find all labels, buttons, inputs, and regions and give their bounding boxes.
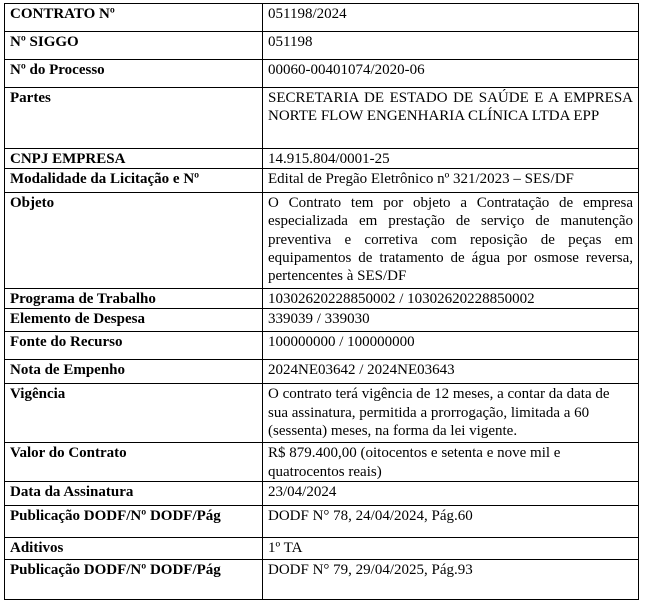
row-contrato bbox=[5, 4, 639, 32]
label-aditivos: Aditivos bbox=[5, 538, 263, 560]
value-vigencia: O contrato terá vigência de 12 meses, a contar da data de sua assinatura, permitida a prorrogação, limitada a 60 (sessenta) meses, na forma da lei vigente. bbox=[263, 384, 639, 443]
label-data-assinatura: Data da Assinatura bbox=[5, 482, 263, 506]
row-data-assinatura bbox=[5, 482, 639, 506]
label-siggo: Nº SIGGO bbox=[5, 32, 263, 60]
row-elemento-despesa bbox=[5, 309, 639, 332]
value-elemento-despesa: 339039 / 339030 bbox=[263, 309, 639, 332]
label-nota-empenho: Nota de Empenho bbox=[5, 360, 263, 384]
label-contrato: CONTRATO Nº bbox=[5, 4, 263, 32]
contract-summary-document bbox=[4, 3, 639, 600]
label-publicacao-dodf-aditivo: Publicação DODF/Nº DODF/Pág bbox=[5, 560, 263, 600]
label-processo: Nº do Processo bbox=[5, 60, 263, 88]
row-valor-contrato bbox=[5, 443, 639, 482]
label-valor-contrato: Valor do Contrato bbox=[5, 443, 263, 482]
row-modalidade bbox=[5, 169, 639, 193]
label-programa-trabalho: Programa de Trabalho bbox=[5, 289, 263, 309]
contract-table bbox=[4, 3, 639, 600]
row-siggo bbox=[5, 32, 639, 60]
value-programa-trabalho: 10302620228850002 / 10302620228850002 bbox=[263, 289, 639, 309]
label-fonte-recurso: Fonte do Recurso bbox=[5, 332, 263, 360]
value-aditivos: 1º TA bbox=[263, 538, 639, 560]
value-modalidade: Edital de Pregão Eletrônico nº 321/2023 – SES/DF bbox=[263, 169, 639, 193]
value-publicacao-dodf: DODF N° 78, 24/04/2024, Pág.60 bbox=[263, 506, 639, 538]
label-objeto: Objeto bbox=[5, 193, 263, 289]
value-partes: SECRETARIA DE ESTADO DE SAÚDE E A EMPRESA NORTE FLOW ENGENHARIA CLÍNICA LTDA EPP bbox=[263, 88, 639, 149]
value-valor-contrato: R$ 879.400,00 (oitocentos e setenta e nove mil e quatrocentos reais) bbox=[263, 443, 639, 482]
value-objeto: O Contrato tem por objeto a Contratação de empresa especializada em prestação de serviço de manutenção preventiva e corretiva com reposição de peças em equipamentos de tratamento de água por osmose reversa, pertencentes à SES/DF bbox=[263, 193, 639, 289]
value-publicacao-dodf-aditivo: DODF N° 79, 29/04/2025, Pág.93 bbox=[263, 560, 639, 600]
row-aditivos bbox=[5, 538, 639, 560]
row-objeto bbox=[5, 193, 639, 289]
row-processo bbox=[5, 60, 639, 88]
value-nota-empenho: 2024NE03642 / 2024NE03643 bbox=[263, 360, 639, 384]
row-partes bbox=[5, 88, 639, 149]
value-contrato: 051198/2024 bbox=[263, 4, 639, 32]
label-vigencia: Vigência bbox=[5, 384, 263, 443]
label-publicacao-dodf: Publicação DODF/Nº DODF/Pág bbox=[5, 506, 263, 538]
value-processo: 00060-00401074/2020-06 bbox=[263, 60, 639, 88]
row-publicacao-dodf bbox=[5, 506, 639, 538]
row-cnpj bbox=[5, 149, 639, 169]
value-fonte-recurso: 100000000 / 100000000 bbox=[263, 332, 639, 360]
value-cnpj: 14.915.804/0001-25 bbox=[263, 149, 639, 169]
row-programa-trabalho bbox=[5, 289, 639, 309]
row-vigencia bbox=[5, 384, 639, 443]
label-partes: Partes bbox=[5, 88, 263, 149]
label-elemento-despesa: Elemento de Despesa bbox=[5, 309, 263, 332]
row-publicacao-dodf-aditivo bbox=[5, 560, 639, 600]
label-modalidade: Modalidade da Licitação e Nº bbox=[5, 169, 263, 193]
value-siggo: 051198 bbox=[263, 32, 639, 60]
row-nota-empenho bbox=[5, 360, 639, 384]
value-data-assinatura: 23/04/2024 bbox=[263, 482, 639, 506]
row-fonte-recurso bbox=[5, 332, 639, 360]
label-cnpj: CNPJ EMPRESA bbox=[5, 149, 263, 169]
